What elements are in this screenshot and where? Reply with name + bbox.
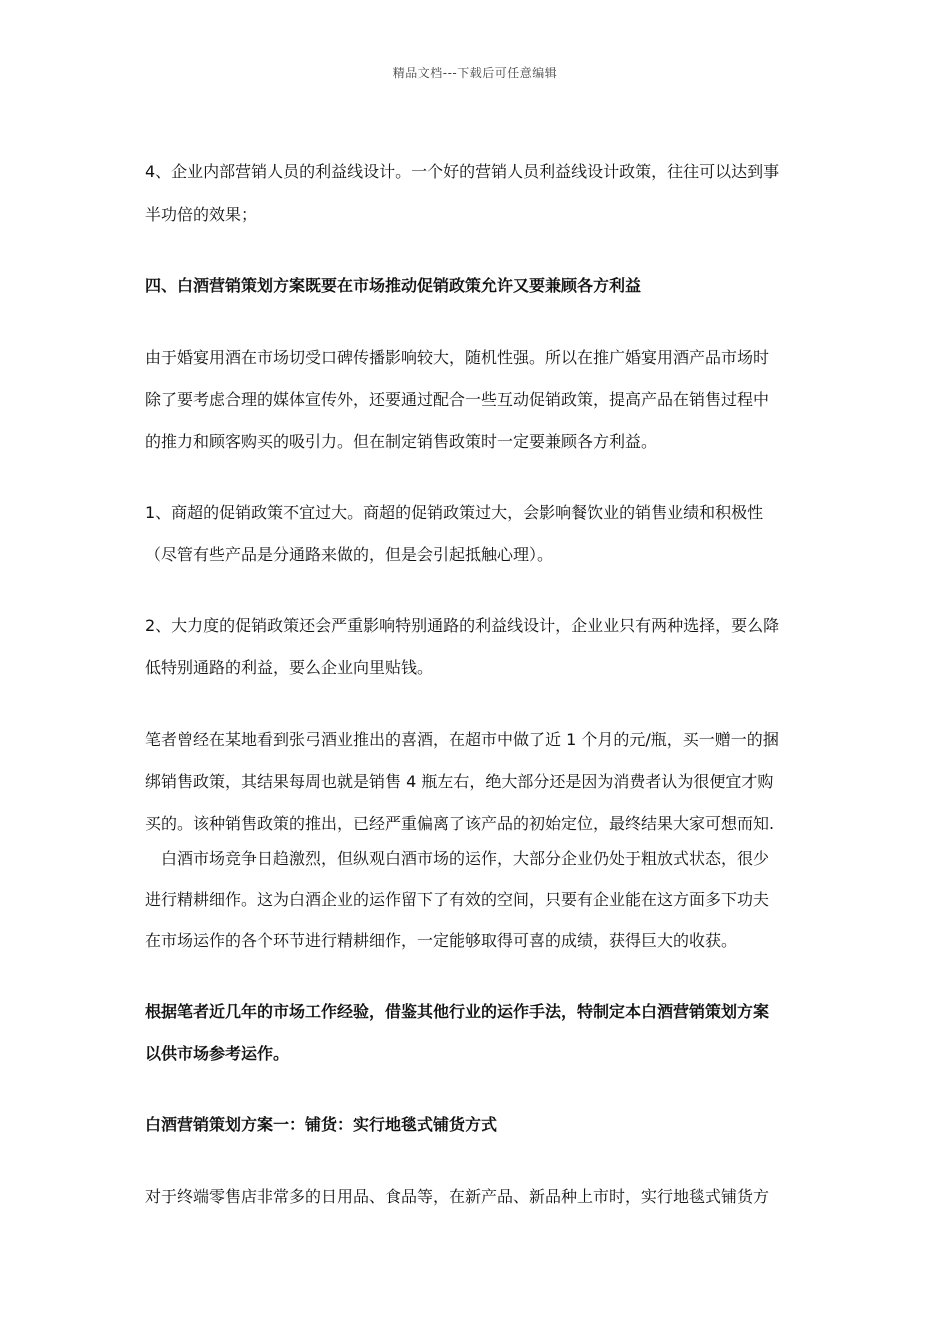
section-heading: 四、白酒营销策划方案既要在市场推动促销政策允许又要兼顾各方利益	[145, 276, 642, 295]
section-heading: 白酒营销策划方案一：铺货：实行地毯式铺货方式	[145, 1115, 498, 1134]
text-line: 买的。该种销售政策的推出，已经严重偏离了该产品的初始定位，最终结果大家可想而知.	[145, 814, 775, 833]
bold-paragraph-line: 根据笔者近几年的市场工作经验，借鉴其他行业的运作手法，特制定本白酒营销策划方案	[145, 1002, 770, 1021]
text-line: 笔者曾经在某地看到张弓酒业推出的喜酒，在超市中做了近 1 个月的元/瓶，买一赠一的捆	[145, 730, 779, 749]
text-line: 半功倍的效果；	[145, 205, 258, 224]
page-header: 精品文档---下载后可任意编辑	[392, 66, 558, 80]
text-line: （尽管有些产品是分通路来做的，但是会引起抵触心理）。	[145, 545, 554, 564]
text-line: 低特别通路的利益，要么企业向里贴钱。	[145, 658, 434, 677]
text-line: 2、大力度的促销政策还会严重影响特别通路的利益线设计，企业业只有两种选择，要么降	[145, 616, 780, 635]
bold-paragraph-line: 以供市场参考运作。	[145, 1044, 290, 1063]
text-line: 1、商超的促销政策不宜过大。商超的促销政策过大，会影响餐饮业的销售业绩和积极性	[145, 503, 764, 522]
text-line: 由于婚宴用酒在市场切受口碑传播影响较大，随机性强。所以在推广婚宴用酒产品市场时	[145, 348, 770, 367]
text-line: 4、企业内部营销人员的利益线设计。一个好的营销人员利益线设计政策，往往可以达到事	[145, 162, 780, 181]
text-line: 白酒市场竞争日趋激烈，但纵观白酒市场的运作，大部分企业仍处于粗放式状态，很少	[145, 849, 770, 868]
text-line: 进行精耕细作。这为白酒企业的运作留下了有效的空间，只要有企业能在这方面多下功夫	[145, 890, 770, 909]
text-line: 在市场运作的各个环节进行精耕细作，一定能够取得可喜的成绩，获得巨大的收获。	[145, 931, 738, 950]
text-line: 的推力和顾客购买的吸引力。但在制定销售政策时一定要兼顾各方利益。	[145, 432, 658, 451]
text-line: 除了要考虑合理的媒体宣传外，还要通过配合一些互动促销政策，提高产品在销售过程中	[145, 390, 770, 409]
text-line: 绑销售政策，其结果每周也就是销售 4 瓶左右，绝大部分还是因为消费者认为很便宜才购	[145, 772, 774, 791]
text-line: 对于终端零售店非常多的日用品、食品等，在新产品、新品种上市时，实行地毯式铺货方	[145, 1187, 770, 1206]
